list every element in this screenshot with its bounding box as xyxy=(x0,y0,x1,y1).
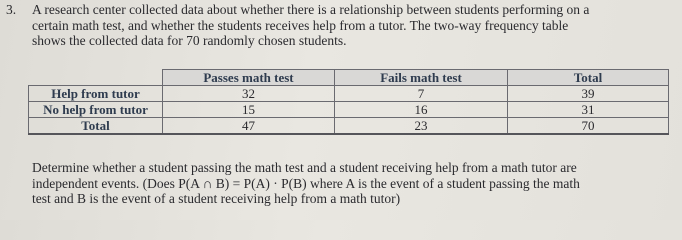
table-cell: 70 xyxy=(508,118,669,135)
table-row-total xyxy=(29,118,669,135)
intro-line: certain math test, and whether the students receives help from a tutor. The two-way frequency table xyxy=(32,17,569,33)
question-text xyxy=(32,160,672,207)
intro-line: shows the collected data for 70 randomly chosen students. xyxy=(32,33,347,48)
table-cell: 47 xyxy=(163,118,335,135)
question-line: Determine whether a student passing the math test and a student receiving help from a math tutor are xyxy=(32,160,577,175)
column-header-fails: Fails math test xyxy=(335,70,508,86)
table-cell: 23 xyxy=(335,118,508,135)
row-header-total: Total xyxy=(29,118,163,135)
table-cell: 7 xyxy=(335,86,508,102)
two-way-frequency-table xyxy=(28,69,669,135)
question-line: independent events. (Does P(A ∩ B) = P(A) · P(B) where A is the event of a student passing the math xyxy=(32,175,580,191)
row-header-help: Help from tutor xyxy=(29,86,163,102)
column-header-total: Total xyxy=(508,70,669,86)
table-cell: 15 xyxy=(163,102,335,118)
question-line: test and B is the event of a student receiving help from a math tutor) xyxy=(32,191,401,206)
problem-number: 3. xyxy=(6,2,17,17)
table-row-no-help xyxy=(29,102,669,118)
problem-intro xyxy=(32,2,660,49)
table-cell: 32 xyxy=(163,86,335,102)
table-corner-cell xyxy=(29,70,163,86)
table-cell: 31 xyxy=(508,102,669,118)
row-header-no-help: No help from tutor xyxy=(29,102,163,118)
column-header-passes: Passes math test xyxy=(163,70,335,86)
intro-line: A research center collected data about whether there is a relationship between students performing on a xyxy=(32,2,590,17)
table-cell: 39 xyxy=(508,86,669,102)
table-cell: 16 xyxy=(335,102,508,118)
table-header-row xyxy=(29,70,669,86)
table-row-help xyxy=(29,86,669,102)
